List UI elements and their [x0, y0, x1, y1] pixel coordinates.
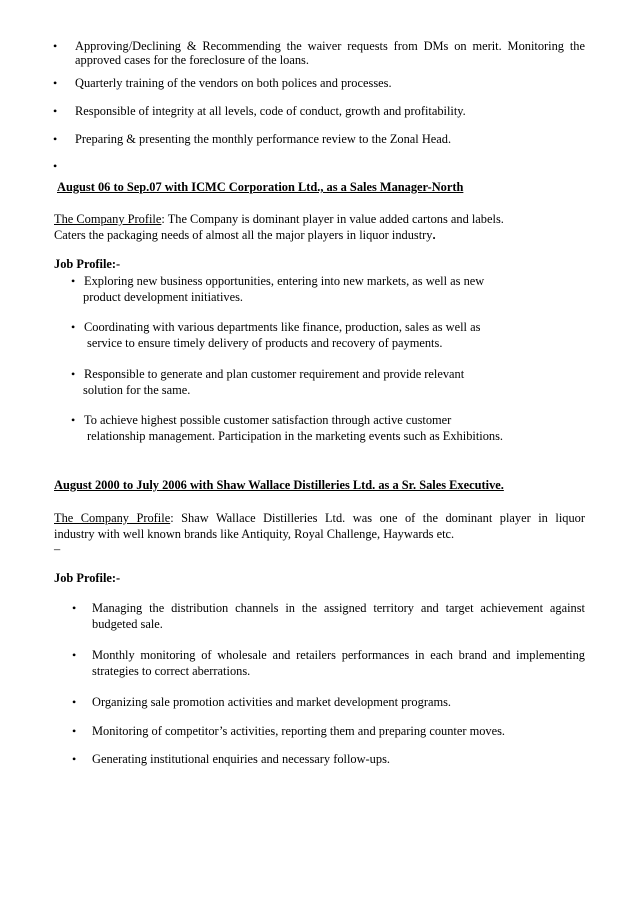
list-item: Coordinating with various departments like finance, production, sales as well as — [84, 320, 481, 334]
list-item-continuation: budgeted sale. — [92, 617, 163, 631]
bullet-marker: • — [53, 76, 58, 90]
list-item: Exploring new business opportunities, entering into new markets, as well as new — [84, 274, 485, 288]
list-item: Quarterly training of the vendors on both polices and processes. — [75, 76, 392, 90]
profile-period: . — [432, 228, 436, 242]
company-profile-text: : Shaw Wallace Distilleries Ltd. was one of the dominant player in liquor — [170, 511, 585, 525]
list-item-continuation: strategies to correct aberrations. — [92, 664, 251, 678]
list-item-continuation: service to ensure timely delivery of products and recovery of payments. — [87, 336, 443, 350]
list-item: Preparing & presenting the monthly performance review to the Zonal Head. — [75, 132, 452, 146]
company-profile-text: : The Company is dominant player in value added cartons and labels. — [161, 212, 504, 226]
list-item-continuation: solution for the same. — [83, 383, 191, 397]
list-item: Responsible to generate and plan customer requirement and provide relevant — [84, 367, 465, 381]
list-item: Approving/Declining & Recommending the waiver requests from DMs on merit. Monitoring the — [75, 39, 585, 53]
bullet-marker: • — [53, 104, 58, 118]
bullet-marker: • — [71, 274, 76, 288]
bullet-marker: • — [53, 39, 58, 53]
company-profile-label: The Company Profile — [54, 212, 162, 226]
list-item: Monthly monitoring of wholesale and retailers performances in each brand and implementing — [92, 648, 585, 662]
list-item: Managing the distribution channels in the assigned territory and target achievement against — [92, 601, 585, 615]
list-item: Organizing sale promotion activities and market development programs. — [92, 695, 452, 709]
list-item: Monitoring of competitor’s activities, reporting them and preparing counter moves. — [92, 724, 506, 738]
company-profile-continuation: industry with well known brands like Antiquity, Royal Challenge, Haywards etc. — [54, 527, 455, 541]
list-item: Responsible of integrity at all levels, code of conduct, growth and profitability. — [75, 104, 466, 118]
job-profile-label-icmc: Job Profile:- — [54, 257, 121, 271]
section-heading-icmc: August 06 to Sep.07 with ICMC Corporation Ltd., as a Sales Manager-North — [57, 180, 464, 194]
bullet-marker: • — [53, 132, 58, 146]
list-item-continuation: product development initiatives. — [83, 290, 244, 304]
profile-dash: – — [54, 542, 61, 556]
company-profile-text: Caters the packaging needs of almost all the major players in liquor industry — [54, 228, 433, 242]
bullet-marker: • — [71, 320, 76, 334]
bullet-marker: • — [71, 367, 76, 381]
company-profile-continuation — [54, 228, 436, 243]
company-profile-shaw — [54, 511, 585, 526]
list-item-continuation: approved cases for the foreclosure of the loans. — [75, 53, 309, 67]
bullet-marker: • — [72, 695, 77, 709]
list-item: To achieve highest possible customer satisfaction through active customer — [84, 413, 452, 427]
empty-bullet-marker: • — [53, 159, 58, 173]
bullet-marker: • — [72, 648, 77, 662]
bullet-marker: • — [72, 724, 77, 738]
section-heading-shaw: August 2000 to July 2006 with Shaw Wallace Distilleries Ltd. as a Sr. Sales Executive. — [54, 478, 504, 492]
company-profile-icmc — [54, 212, 504, 227]
bullet-marker: • — [72, 601, 77, 615]
bullet-marker: • — [72, 752, 77, 766]
job-profile-label-shaw: Job Profile:- — [54, 571, 121, 585]
list-item: Generating institutional enquiries and necessary follow-ups. — [92, 752, 390, 766]
bullet-marker: • — [71, 413, 76, 427]
company-profile-label: The Company Profile — [54, 511, 171, 525]
list-item-continuation: relationship management. Participation in the marketing events such as Exhibitions. — [87, 429, 504, 443]
